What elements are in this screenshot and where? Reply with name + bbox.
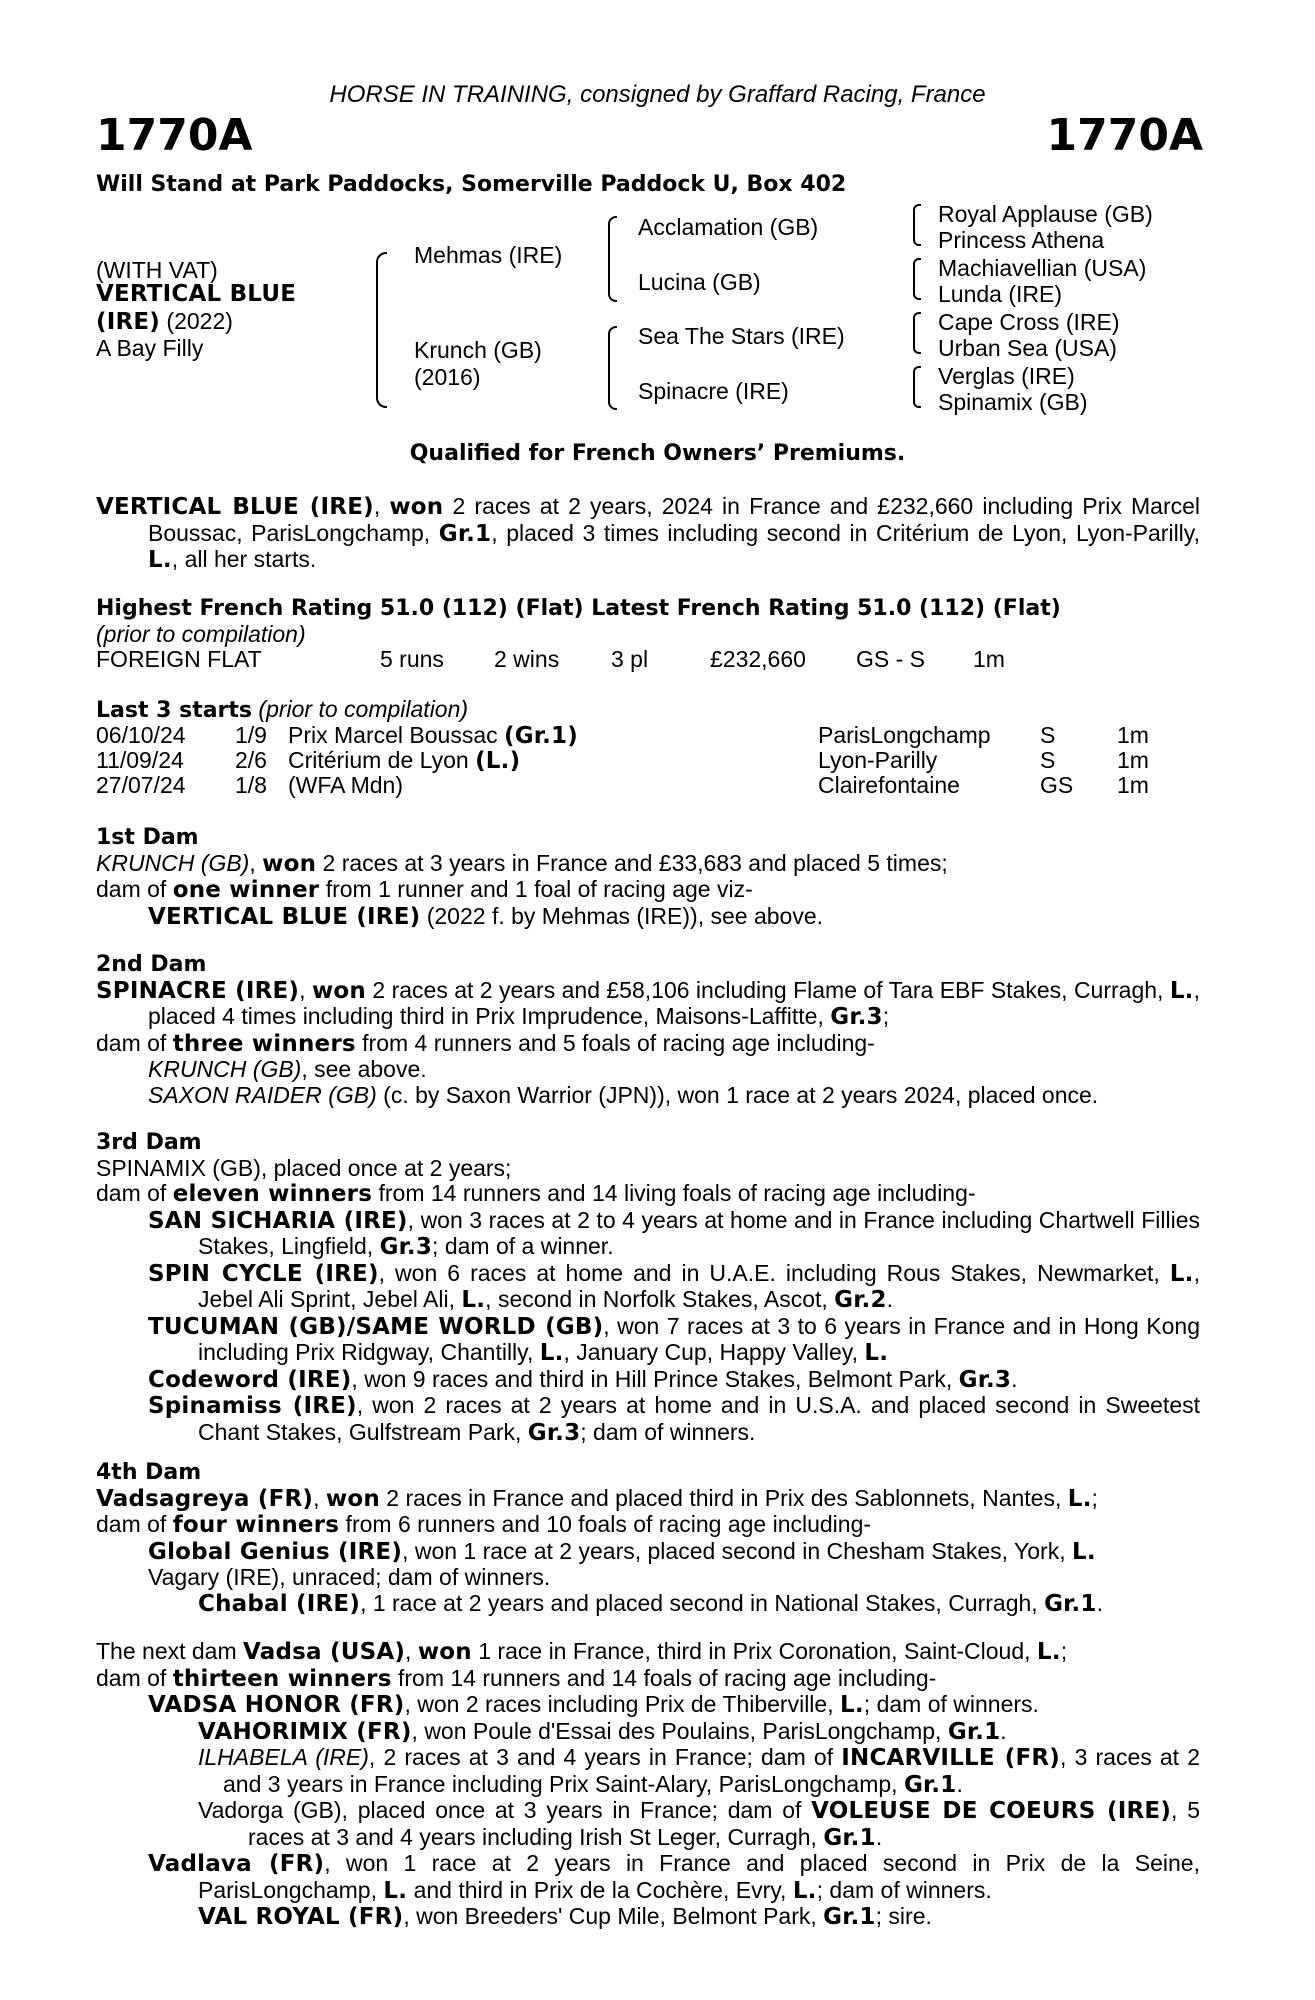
progeny-name: VAHORIMIX (FR): [198, 1718, 412, 1745]
progeny-name: Codeword (IRE): [148, 1366, 352, 1393]
progeny-text: , won 2 races at 2 years at home and in U.S.A. and placed second in Sweetest Chant Stakes, Gulfstream Park,: [198, 1392, 1200, 1445]
row-distance: 1m: [1117, 722, 1149, 748]
rating-going: GS - S: [856, 646, 926, 672]
progeny-text-end: .: [1000, 1717, 1007, 1744]
progeny-name: VADSA HONOR (FR): [148, 1692, 405, 1718]
progeny-text-2: , 3 races at 2 and 3 years in France including Prix Saint-Alary, ParisLongchamp,: [223, 1744, 1200, 1797]
dam-of-text: dam of: [96, 1029, 173, 1056]
listed-mark: L.: [1169, 977, 1194, 1004]
progeny-text-end: .: [1011, 1365, 1018, 1392]
row-race-name: (WFA Mdn): [288, 772, 404, 798]
winners-count: four winners: [172, 1512, 340, 1538]
progeny-text: , won 2 races including Prix de Thiberville,: [404, 1691, 840, 1717]
listed-mark: L.: [1036, 1639, 1061, 1665]
summary-horse: VERTICAL BLUE (IRE): [96, 494, 374, 520]
listed-mark: L.: [1169, 1260, 1194, 1287]
summary-text-2: , placed 3 times including second in Critérium de Lyon, Lyon-Parilly,: [491, 519, 1200, 546]
dam-name: Vadsa (USA): [243, 1639, 406, 1665]
progeny-name: Chabal (IRE): [198, 1590, 361, 1617]
rating-label: FOREIGN FLAT: [96, 646, 262, 672]
lot-number-left: 1770A: [96, 110, 253, 161]
dam-record: 2 races at 3 years in France and £33,683 and placed 5 times;: [316, 849, 948, 876]
brace-gp2: [913, 258, 921, 300]
progeny-name: KRUNCH (GB): [148, 1056, 302, 1082]
ggp-7: Verglas (IRE): [938, 363, 1075, 389]
row-race: [288, 773, 403, 800]
grade-mark: Gr.1: [823, 1904, 876, 1930]
row-distance: 1m: [1117, 772, 1149, 798]
sire-dam: Lucina (GB): [638, 269, 761, 295]
row-grade: (Gr.1): [504, 723, 578, 749]
ggp-4: Lunda (IRE): [938, 281, 1063, 307]
summary-won: won: [389, 494, 444, 520]
section-title: 3rd Dam: [96, 1130, 202, 1155]
won-label: won: [311, 977, 366, 1004]
progeny-name: VAL ROYAL (FR): [198, 1904, 404, 1930]
dam-record-end: ;: [1060, 1638, 1068, 1664]
ggp-5: Cape Cross (IRE): [938, 309, 1120, 335]
progeny-text: , won 9 races and third in Hill Prince Stakes, Belmont Park,: [351, 1365, 959, 1392]
rating-placed: 3 pl: [611, 646, 649, 672]
dam-record-3: ;: [882, 1003, 890, 1029]
grade-mark: Gr.1: [1044, 1590, 1097, 1617]
dam-sire: Sea The Stars (IRE): [638, 323, 845, 349]
dam-record: SPINAMIX (GB), placed once at 2 years;: [96, 1154, 512, 1181]
winners-count: three winners: [172, 1030, 356, 1057]
row-going: S: [1040, 722, 1056, 748]
progeny-line: Vagary (IRE), unraced; dam of winners.: [148, 1564, 551, 1590]
progeny-name: SAN SICHARIA (IRE): [148, 1207, 408, 1234]
progeny-name: VERTICAL BLUE (IRE): [148, 903, 421, 930]
progeny-text: (2022 f. by Mehmas (IRE)), see above.: [420, 902, 824, 929]
progeny-text-3: , second in Norfolk Stakes, Ascot,: [485, 1286, 835, 1312]
progeny-name: TUCUMAN (GB)/SAME WORLD (GB): [148, 1313, 604, 1340]
row-race-name: Critérium de Lyon: [288, 747, 476, 773]
runners-text: from 14 runners and 14 living foals of racing age including-: [372, 1180, 976, 1206]
progeny-text-2: , Jebel Ali Sprint, Jebel Ali,: [198, 1259, 1200, 1312]
progeny-name: Vadlava (FR): [148, 1851, 325, 1877]
runners-text: from 4 runners and 5 foals of racing age including-: [355, 1029, 875, 1056]
listed-mark: L.: [840, 1692, 864, 1718]
progeny-name: SAXON RAIDER (GB): [148, 1081, 377, 1108]
row-course: ParisLongchamp: [818, 722, 991, 748]
progeny-name: Spinamiss (IRE): [148, 1393, 357, 1419]
brace-gp3: [913, 312, 921, 354]
dam-name: Krunch (GB): [414, 337, 542, 363]
dam-record: 1 race in France, third in Prix Coronation, Saint-Cloud,: [471, 1638, 1037, 1664]
first-dam-section: 1st Dam KRUNCH (GB), won 2 races at 3 years in France and £33,683 and placed 5 times; dam of one winner from 1 runner and 1 foal of racing age viz- VERTICAL BLUE (IRE) (2022 f. by Mehmas (IRE)), see above.: [96, 825, 1200, 930]
dam-dam: Spinacre (IRE): [638, 378, 789, 404]
progeny-text-end: ; dam of winners.: [580, 1418, 756, 1445]
horse-description: A Bay Filly: [96, 335, 204, 361]
winners-count: thirteen winners: [172, 1665, 392, 1692]
row-grade: (L.): [475, 748, 521, 774]
row-course: Clairefontaine: [818, 772, 960, 798]
grade-mark: Gr.2: [834, 1287, 887, 1313]
dam-name: SPINACRE (IRE): [96, 977, 300, 1004]
ggp-2: Princess Athena: [938, 227, 1105, 253]
progeny-text-end: ; dam of winners.: [863, 1691, 1039, 1717]
horse-year: (2022): [160, 308, 233, 334]
progeny-text: , won 1 race at 2 years in France and placed second in Prix de la Seine, ParisLongchamp,: [198, 1850, 1200, 1903]
row-going: GS: [1040, 772, 1074, 798]
next-dam-section: [96, 1639, 1200, 1931]
progeny-text-end: ; dam of a winner.: [432, 1233, 614, 1259]
grade-mark: Gr.3: [958, 1366, 1012, 1393]
rating-earnings: £232,660: [710, 646, 806, 672]
vat-note: (WITH VAT): [96, 257, 218, 283]
progeny-text: , see above.: [301, 1056, 427, 1082]
listed-mark: L.: [383, 1877, 408, 1904]
sire: Mehmas (IRE): [414, 242, 563, 268]
progeny-text: , won 6 races at home and in U.A.E. including Rous Stakes, Newmarket,: [378, 1259, 1170, 1286]
progeny-text: , 2 races at 3 and 4 years in France; dam of: [368, 1744, 842, 1770]
ggp-3: Machiavellian (USA): [938, 255, 1147, 281]
rating-note: (prior to compilation): [96, 621, 306, 647]
progeny-text: , won 7 races at 3 to 6 years in France and in Hong Kong including Prix Ridgway, Chantilly,: [198, 1312, 1200, 1365]
listed-mark: L.: [864, 1340, 889, 1366]
progeny-text: , won Breeders' Cup Mile, Belmont Park,: [403, 1903, 824, 1929]
row-date: 27/07/24: [96, 772, 186, 798]
separator-text: ,: [405, 1638, 418, 1664]
grade-mark: Gr.3: [830, 1004, 883, 1030]
progeny-text: , won Poule d'Essai des Poulains, ParisLongchamp,: [411, 1717, 948, 1744]
listed-mark: L.: [1072, 1538, 1096, 1565]
last-starts-heading: [96, 697, 468, 724]
winners-count: eleven winners: [172, 1181, 373, 1207]
row-race-name: Prix Marcel Boussac: [288, 722, 505, 748]
dam-record-2: , placed 4 times including third in Prix Imprudence, Maisons-Laffitte,: [148, 976, 1201, 1029]
won-label: won: [262, 850, 317, 877]
progeny-text: , won 1 race at 2 years, placed second in Chesham Stakes, York,: [402, 1537, 1072, 1564]
section-title: 2nd Dam: [96, 952, 207, 977]
consignment-line: HORSE IN TRAINING, consigned by Graffard Racing, France: [329, 81, 986, 108]
dam-of-text: dam of: [96, 1180, 173, 1206]
horse-suffix: [96, 309, 233, 336]
ggp-8: Spinamix (GB): [938, 389, 1088, 415]
horse-country: (IRE): [96, 309, 161, 335]
next-dam-intro: The next dam: [96, 1638, 244, 1664]
fourth-dam-section: 4th Dam Vadsagreya (FR), won 2 races in France and placed third in Prix des Sablonnets, Nantes, L.; dam of four winners from 6 runners and 10 foals of racing age including- Global Genius (IRE), won 1 race at 2 years, placed second in Chesham Stakes, York, L. Vagary (IRE), unraced; dam of winners. Chabal (IRE), 1 race at 2 years and placed second in National Stakes, Curragh, Gr.1.: [96, 1460, 1200, 1617]
brace-parents: [376, 252, 387, 408]
rating-distance: 1m: [973, 646, 1005, 672]
grade-mark: Gr.3: [527, 1419, 581, 1446]
progeny-text-2: and third in Prix de la Cochère, Evry,: [407, 1876, 793, 1903]
row-race: [288, 748, 520, 775]
row-position: 1/8: [235, 772, 267, 798]
dam-name: KRUNCH (GB): [96, 849, 250, 876]
progeny-text-2: , January Cup, Happy Valley,: [563, 1339, 865, 1365]
row-race: [288, 723, 578, 750]
listed-mark: L.: [1067, 1485, 1092, 1512]
grade-mark: Gr.1: [947, 1718, 1001, 1745]
runners-text: from 1 runner and 1 foal of racing age viz-: [319, 876, 753, 902]
dam-of-text: dam of: [96, 1511, 173, 1537]
progeny-text-end: .: [875, 1823, 883, 1850]
race-summary: VERTICAL BLUE (IRE), won 2 races at 2 years, 2024 in France and £232,660 including Prix Marcel Boussac, ParisLongchamp, Gr.1, placed 3 times including second in Critérium de Lyon, Lyon-Parilly, L., all her starts.: [96, 493, 1201, 573]
progeny-name: Global Genius (IRE): [148, 1538, 403, 1565]
rating-line: Highest French Rating 51.0 (112) (Flat) Latest French Rating 51.0 (112) (Flat): [96, 596, 1061, 621]
rating-wins: 2 wins: [494, 646, 560, 672]
dam-record-end: ;: [1091, 1484, 1098, 1511]
won-label: won: [325, 1485, 380, 1512]
listed-mark: L.: [461, 1287, 486, 1313]
dam-year: (2016): [414, 364, 481, 390]
second-dam-section: 2nd Dam SPINACRE (IRE), won 2 races at 2 years and £58,106 including Flame of Tara EBF Stakes, Curragh, L., placed 4 times including third in Prix Imprudence, Maisons-Laffitte, Gr.3; dam of three winners from 4 runners and 5 foals of racing age including- KRUNCH (GB), see above. SAXON RAIDER (GB) (c. by Saxon Warrior (JPN)), won 1 race at 2 years 2024, placed once.: [96, 952, 1201, 1108]
dam-record-1: 2 races at 2 years and £58,106 including Flame of Tara EBF Stakes, Curragh,: [365, 976, 1170, 1003]
dam-name: Vadsagreya (FR): [96, 1485, 314, 1512]
progeny-text-end: .: [886, 1286, 894, 1312]
brace-dam-parents: [608, 326, 617, 410]
progeny-text: Vadorga (GB), placed once at 3 years in France; dam of: [198, 1797, 812, 1823]
row-date: 06/10/24: [96, 722, 186, 748]
progeny-text-2: , 5 races at 3 and 4 years including Irish St Leger, Curragh,: [248, 1797, 1200, 1850]
progeny-text-end: .: [1096, 1589, 1103, 1616]
row-going: S: [1040, 747, 1056, 773]
last-starts-title: Last 3 starts: [96, 698, 253, 723]
section-title: 1st Dam: [96, 825, 199, 850]
third-dam-section: [96, 1130, 1200, 1446]
lot-number-right: 1770A: [1046, 110, 1203, 161]
stand-location: Will Stand at Park Paddocks, Somerville Paddock U, Box 402: [96, 172, 847, 197]
grade-mark: Gr.1: [903, 1771, 957, 1798]
qualified-note: Qualified for French Owners’ Premiums.: [409, 441, 906, 466]
grandprogeny-name: INCARVILLE (FR): [841, 1745, 1061, 1771]
progeny-name: SPIN CYCLE (IRE): [148, 1260, 379, 1287]
summary-text-3: , all her starts.: [171, 546, 317, 572]
winners-count: one winner: [172, 877, 320, 903]
progeny-text-end: ; dam of winners.: [816, 1876, 992, 1903]
row-position: 1/9: [235, 722, 267, 748]
brace-sire-parents: [608, 216, 617, 302]
grade-mark: Gr.3: [379, 1234, 433, 1260]
listed-mark: L.: [792, 1877, 817, 1904]
summary-text-1: 2 races at 2 years, 2024 in France and £232,660 including Prix Marcel Boussac, ParisLongchamp,: [148, 493, 1201, 546]
progeny-text: , 1 race at 2 years and placed second in National Stakes, Curragh,: [360, 1589, 1045, 1616]
progeny-text: , won 3 races at 2 to 4 years at home and in France including Chartwell Fillies Stakes, Lingfield,: [198, 1206, 1200, 1259]
grade-mark: Gr.1: [823, 1824, 876, 1851]
brace-gp1: [913, 204, 921, 246]
rating-runs: 5 runs: [380, 646, 444, 672]
progeny-text-end: ; sire.: [875, 1903, 932, 1929]
brace-gp4: [913, 366, 921, 408]
row-course: Lyon-Parilly: [818, 747, 938, 773]
dam-of-text: dam of: [96, 1664, 173, 1691]
row-date: 11/09/24: [96, 747, 184, 773]
last-starts-note: (prior to compilation): [252, 696, 469, 722]
horse-name: VERTICAL BLUE: [96, 281, 297, 307]
grandprogeny-name: VOLEUSE DE COEURS (IRE): [811, 1798, 1172, 1824]
row-position: 2/6: [235, 747, 267, 773]
sire-sire: Acclamation (GB): [638, 214, 819, 240]
won-label: won: [417, 1639, 472, 1665]
runners-text: from 6 runners and 10 foals of racing age including-: [339, 1511, 872, 1537]
progeny-text-end: .: [956, 1770, 963, 1797]
runners-text: from 14 runners and 14 foals of racing age including-: [391, 1664, 937, 1691]
progeny-text: (c. by Saxon Warrior (JPN)), won 1 race at 2 years 2024, placed once.: [376, 1081, 1099, 1108]
ggp-1: Royal Applause (GB): [938, 201, 1153, 227]
summary-listed: L.: [148, 547, 172, 573]
dam-record: 2 races in France and placed third in Prix des Sablonnets, Nantes,: [379, 1484, 1068, 1511]
row-distance: 1m: [1117, 747, 1149, 773]
section-title: 4th Dam: [96, 1460, 202, 1485]
progeny-name: ILHABELA (IRE): [198, 1744, 369, 1770]
summary-grade: Gr.1: [438, 520, 492, 547]
ggp-6: Urban Sea (USA): [938, 335, 1117, 361]
listed-mark: L.: [539, 1340, 564, 1366]
dam-of-text: dam of: [96, 876, 173, 902]
